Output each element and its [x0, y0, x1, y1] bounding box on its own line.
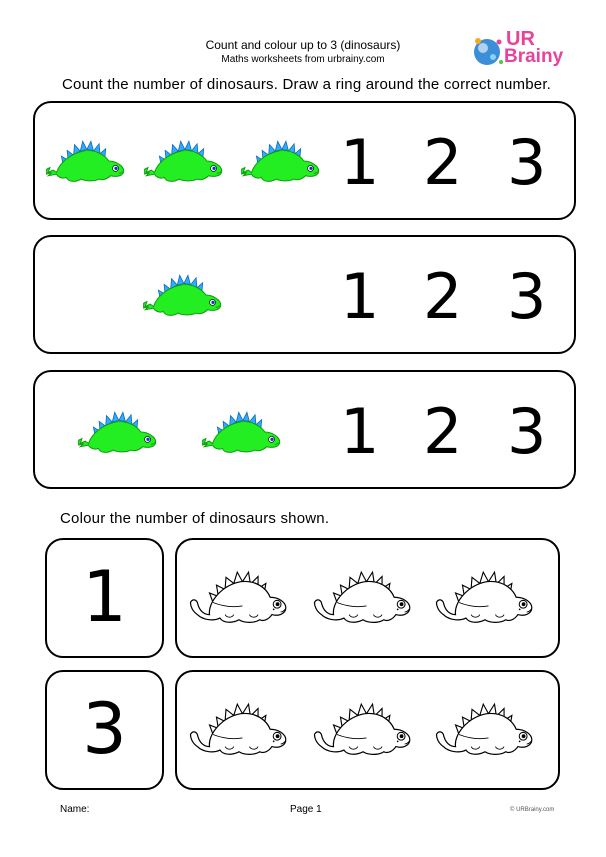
number-choice[interactable]: 1: [340, 395, 380, 468]
dinosaur-outline-icon[interactable]: [311, 696, 415, 766]
colour-row-2: [175, 670, 560, 790]
number-card-value: 3: [82, 688, 127, 770]
number-choice[interactable]: 2: [423, 260, 463, 333]
dinosaur-outline-icon[interactable]: [311, 564, 415, 634]
dinosaur-outline-icon[interactable]: [433, 696, 537, 766]
dinosaur-colored-icon: [77, 407, 159, 457]
number-choice[interactable]: 3: [507, 395, 547, 468]
number-card-3: [45, 670, 164, 790]
count-instruction: Count the number of dinosaurs. Draw a ring around the correct number.: [62, 76, 552, 93]
dinosaur-outline-icon[interactable]: [187, 696, 291, 766]
dinosaur-colored-icon: [142, 270, 224, 320]
number-card-1: [45, 538, 164, 658]
colour-row-1: [175, 538, 560, 658]
worksheet-title: Count and colour up to 3 (dinosaurs): [205, 38, 401, 52]
name-label: Name:: [60, 804, 90, 815]
colour-instruction: Colour the number of dinosaurs shown.: [60, 510, 330, 527]
dinosaur-colored-icon: [143, 136, 225, 186]
number-choice[interactable]: 3: [507, 126, 547, 199]
number-choice[interactable]: 3: [507, 260, 547, 333]
count-row-1: [33, 101, 576, 220]
logo-text-ur: UR: [506, 28, 535, 50]
logo-text-brainy: Brainy: [504, 46, 564, 67]
copyright: © URBrainy.com: [510, 807, 555, 813]
number-choice[interactable]: 2: [423, 395, 463, 468]
number-choice[interactable]: 1: [340, 126, 380, 199]
dinosaur-colored-icon: [240, 136, 322, 186]
worksheet-subtitle: Maths worksheets from urbrainy.com: [221, 54, 385, 65]
urbrainy-logo: [470, 30, 570, 72]
dinosaur-colored-icon: [201, 407, 283, 457]
dinosaur-colored-icon: [45, 136, 127, 186]
dinosaur-outline-icon[interactable]: [433, 564, 537, 634]
count-row-3: [33, 370, 576, 489]
number-choice[interactable]: 1: [340, 260, 380, 333]
number-card-value: 1: [82, 556, 127, 638]
number-choice[interactable]: 2: [423, 126, 463, 199]
count-row-2: [33, 235, 576, 354]
page-number: Page 1: [290, 804, 322, 815]
dinosaur-outline-icon[interactable]: [187, 564, 291, 634]
